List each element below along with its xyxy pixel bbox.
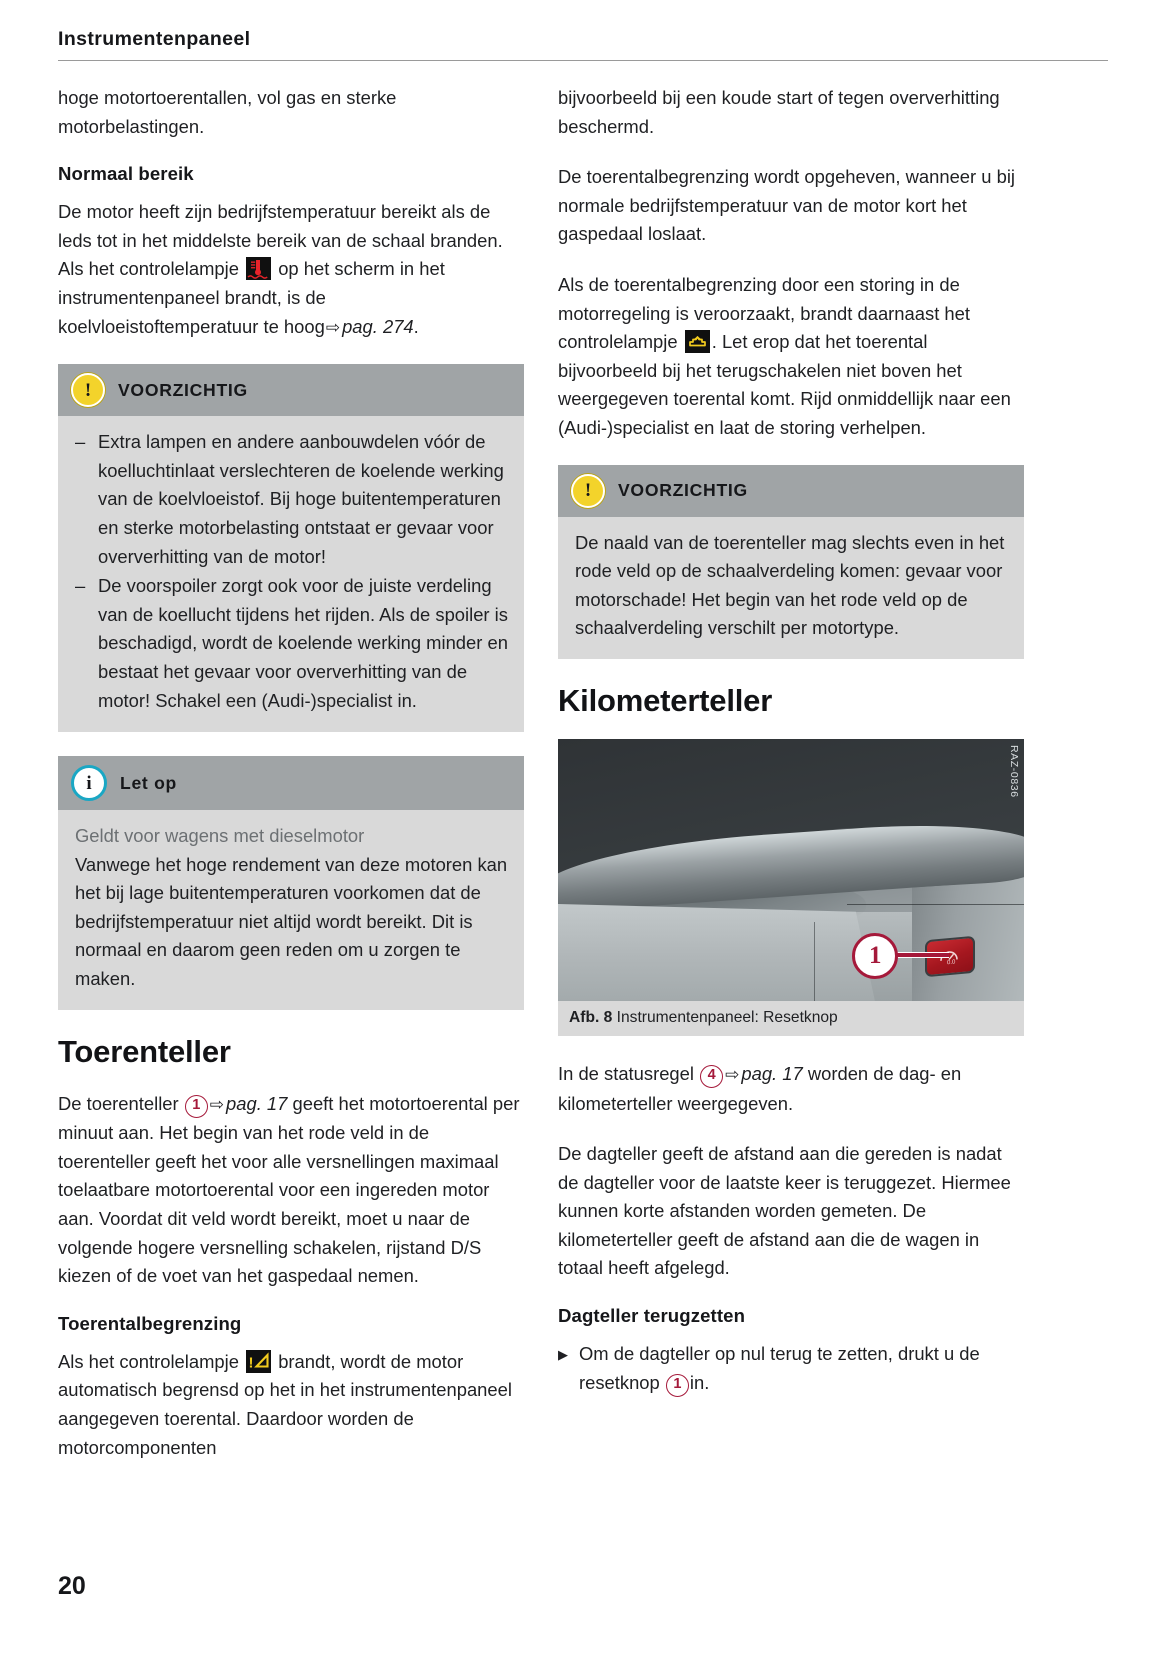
toerenteller-paragraph: [58, 1090, 524, 1291]
engine-power-reduction-warning-icon: [246, 1350, 271, 1373]
caution-item-text: De voorspoiler zorgt ook voor de juiste verdeling van de koellucht tijdens het rijden. Als de spoiler is beschadigd, wordt de koelende werking minder en bestaat het gevaar voor oververhitting van de motor! Schakel een (Audi-)specialist in.: [98, 575, 508, 711]
caution-box-label: VOORZICHTIG: [118, 379, 248, 400]
toerentalbegrenzing-text-2: brandt, wordt de motor automatisch begrensd op het in het instrumentenpaneel aangegeven toerental. Daardoor worden de motorcomponenten: [58, 1350, 512, 1458]
caution-item-text: Extra lampen en andere aanbouwdelen vóór de koelluchtinlaat verslechteren de koelende werking van de koelvloeistof. Bij hoge buitentemperaturen en sterke motorbelasting ontstaat er gevaar voor oververhitting van de motor!: [98, 431, 504, 567]
heading-kilometerteller: Kilometerteller: [558, 682, 773, 718]
warning-exclamation-icon: !: [571, 474, 605, 508]
normaal-bereik-text-2: op het scherm in het instrumentenpaneel brandt, is de koelvloeistoftemperatuur te hoog: [58, 258, 445, 337]
callout-number-1: 1: [185, 1095, 208, 1118]
left-column: [58, 84, 524, 1484]
paragraph-2: De toerentalbegrenzing wordt opgeheven, wanneer u bij normale bedrijfstemperatuur van de motor kort het gaspedaal loslaat.: [558, 166, 1016, 245]
caution-box-body: [558, 517, 1024, 659]
caution-box-header: [58, 364, 524, 416]
figure-caption: [558, 1001, 1024, 1036]
list-item: [75, 428, 508, 571]
toerentalbegrenzing-paragraph: [58, 1348, 524, 1462]
figure-caption-label: Afb. 8: [569, 1008, 613, 1026]
caution-box-text: De naald van de toerenteller mag slechts even in het rode veld op de schaalverdeling komen: gevaar voor motorschade! Het begin van het rode veld op de schaalverdeling verschilt per motortype.: [575, 531, 1005, 639]
reference-arrow-icon: ⇨: [325, 317, 341, 337]
statusregel-page-ref[interactable]: pag. 17: [741, 1062, 803, 1084]
bullet-text-1: Om de dagteller op nul terug te zetten, drukt u de resetknop: [579, 1343, 980, 1393]
heading-toerenteller: Toerenteller: [58, 1033, 231, 1069]
intro-paragraph: hoge motortoerentallen, vol gas en sterke motorbelastingen.: [58, 87, 397, 137]
paragraph-3: [558, 271, 1024, 443]
panel-seam: [847, 904, 1024, 905]
right-column: [558, 84, 1024, 1484]
panel-seam: [814, 922, 815, 1001]
dagteller-paragraph: De dagteller geeft de afstand aan die gereden is nadat de dagteller voor de laatste keer is teruggezet. Hiermee kunnen korte afstanden worden gemeten. De kilometerteller geeft de afstand aan die de wagen in totaal heeft afgelegd.: [558, 1143, 1011, 1279]
page-number: 20: [58, 1572, 86, 1600]
list-item: [75, 572, 508, 715]
figure-caption-text: Instrumentenpaneel: Resetknop: [616, 1008, 838, 1026]
normaal-bereik-page-ref[interactable]: pag. 274: [342, 315, 414, 337]
svg-text:0.0: 0.0: [947, 959, 956, 967]
caution-box-header: [558, 465, 1024, 517]
svg-text:!: !: [248, 1354, 254, 1372]
dash-bullet-icon: –: [75, 431, 86, 453]
figure-instrument-panel-reset: [558, 739, 1024, 1036]
figure-image-code: RAZ-0836: [1008, 744, 1020, 798]
two-column-body: [58, 84, 1111, 1484]
warning-exclamation-icon: !: [71, 373, 105, 407]
note-box-label: Let op: [120, 772, 177, 793]
list-item: [558, 1340, 1024, 1397]
note-box-body: [58, 810, 524, 1010]
paragraph-3-text-1: Als de toerentalbegrenzing door een storing in de motorregeling is veroorzaakt, brandt daarnaast het controlelampje: [558, 273, 970, 353]
callout-number-1: 1: [666, 1374, 689, 1397]
triangle-bullet-icon: ▶: [558, 1347, 568, 1363]
reference-arrow-icon: ⇨: [209, 1094, 225, 1114]
running-head: [58, 28, 1108, 61]
normaal-bereik-text-1: De motor heeft zijn bedrijfstemperatuur bereikt als de leds tot in het middelste bereik van de schaal branden. Als het controlelampje: [58, 201, 503, 280]
caution-box-label: VOORZICHTIG: [618, 480, 748, 501]
note-box-text: Vanwege het hoge rendement van deze motoren kan het bij lage buitentemperaturen voorkomen dat de bedrijfstemperatuur niet altijd wordt bereikt. Dit is normaal en daarom geen reden om u zorgen te maken.: [75, 853, 508, 990]
bullet-text-2: in.: [689, 1371, 710, 1393]
action-step-list: [558, 1340, 1024, 1397]
continuation-paragraph: bijvoorbeeld bij een koude start of tegen oververhitting beschermd.: [558, 87, 1000, 137]
note-box: [58, 756, 524, 1010]
normaal-bereik-text-3: .: [413, 315, 419, 337]
statusregel-text-2: worden de dag- en kilometerteller weergegeven.: [558, 1062, 962, 1114]
statusregel-paragraph: [558, 1060, 1024, 1118]
toerenteller-text-1: De toerenteller: [58, 1092, 179, 1114]
statusregel-text-1: In de statusregel: [558, 1062, 694, 1084]
paragraph-3-text-2: . Let erop dat het toerental bijvoorbeeld bij het terugschakelen niet boven het weergegeven toerental komt. Rijd onmiddellijk naar een (Audi-)specialist en laat de storing verhelpen.: [558, 331, 1011, 438]
running-head-divider: [58, 60, 1108, 61]
callout-number-4: 4: [700, 1065, 723, 1088]
note-box-scope: Geldt voor wagens met dieselmotor: [75, 825, 365, 847]
callout-leader-line: [891, 952, 949, 958]
caution-box-right: [558, 465, 1024, 659]
toerenteller-page-ref[interactable]: pag. 17: [226, 1092, 288, 1114]
caution-box-body: [58, 416, 524, 732]
heading-toerentalbegrenzing: Toerentalbegrenzing: [58, 1312, 242, 1334]
coolant-temperature-warning-icon: [246, 257, 271, 280]
dash-bullet-icon: –: [75, 575, 86, 597]
normaal-bereik-paragraph: [58, 198, 524, 342]
note-box-header: [58, 756, 524, 810]
running-head-title: Instrumentenpaneel: [58, 28, 251, 50]
heading-dagteller-terugzetten: Dagteller terugzetten: [558, 1305, 746, 1327]
reference-arrow-icon: ⇨: [725, 1064, 740, 1084]
figure-image: [558, 739, 1024, 1001]
engine-management-warning-icon: [685, 330, 710, 353]
caution-box-left: [58, 364, 524, 732]
toerenteller-text-2: geeft het motortoerental per minuut aan. Het begin van het rode veld in de toerenteller geeft het voor alle versnellingen maximaal toelaatbare motortoerental voor een ingereden motor aan. Voordat dit veld wordt bereikt, moet u naar de volgende hogere versnelling schakelen, rijstand D/S kiezen of de voet van het gaspedaal nemen.: [58, 1092, 520, 1287]
toerentalbegrenzing-text-1: Als het controlelampje: [58, 1350, 239, 1372]
dashboard-lower-left-panel: [558, 904, 875, 1001]
caution-item-list: [75, 428, 508, 715]
heading-normaal-bereik: Normaal bereik: [58, 163, 194, 185]
figure-callout-1: 1: [852, 933, 898, 979]
info-circle-icon: i: [71, 765, 107, 801]
